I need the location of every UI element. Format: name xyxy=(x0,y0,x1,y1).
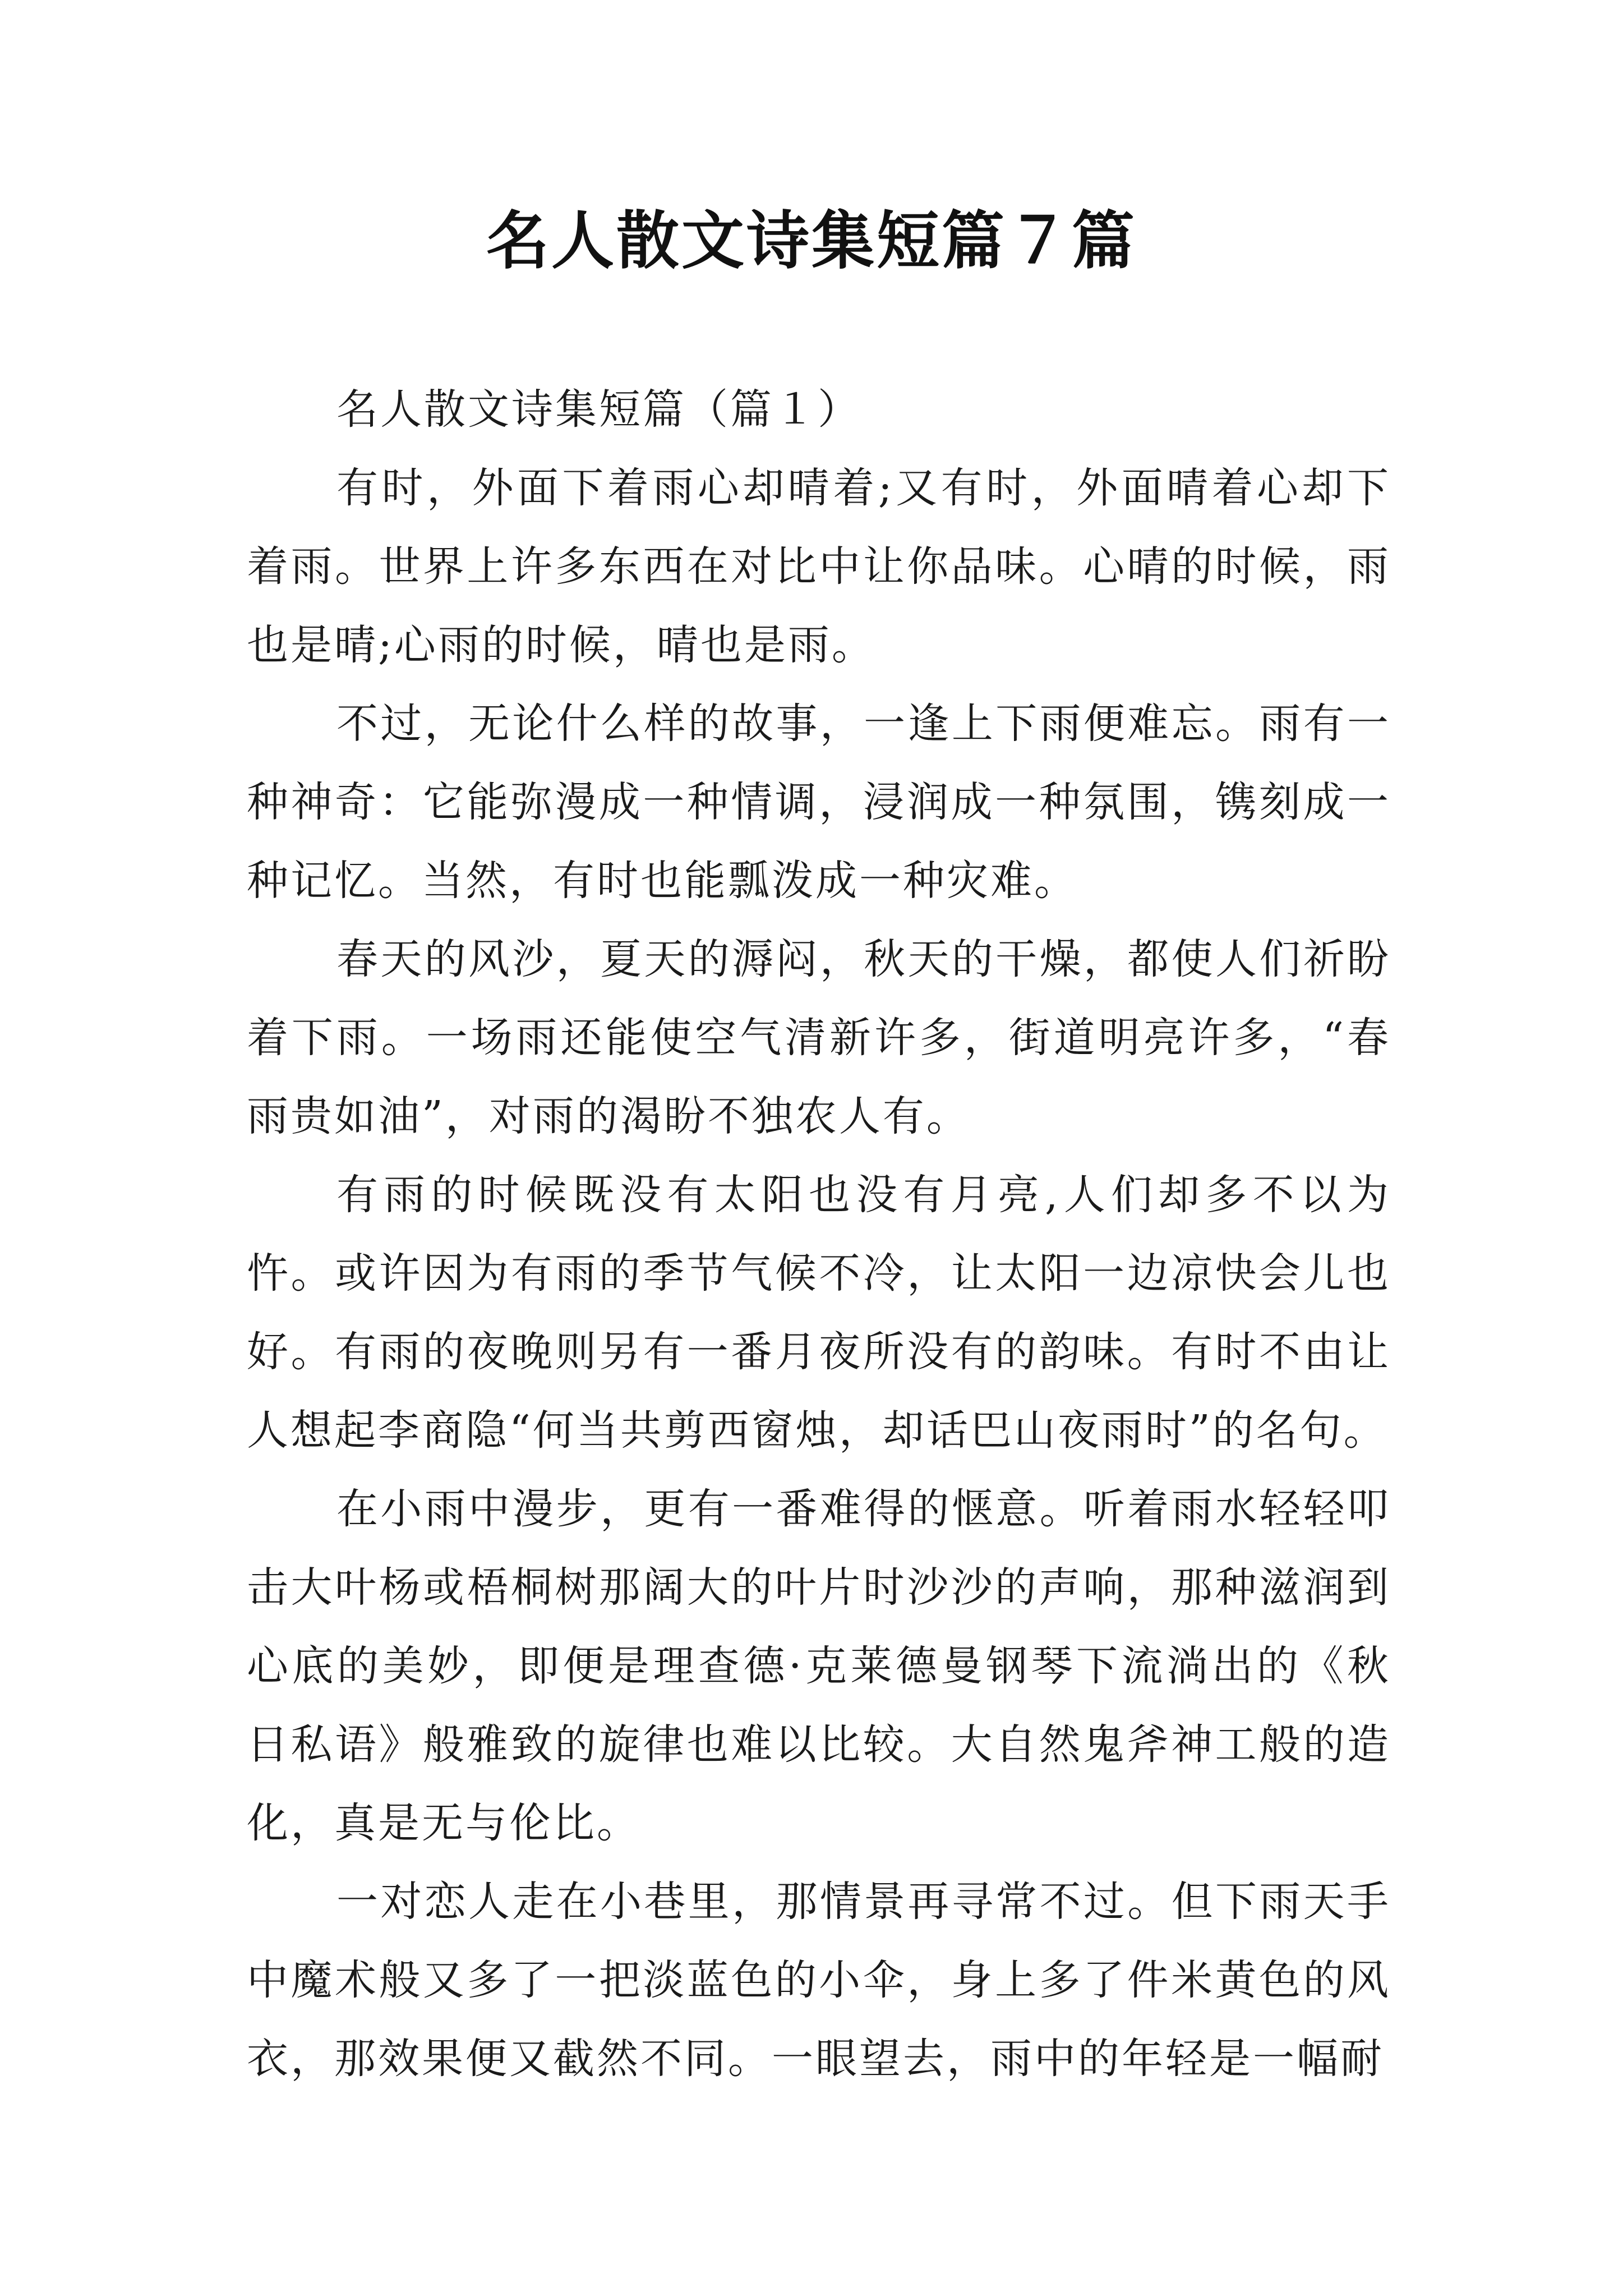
document-body xyxy=(247,370,1391,2098)
document-title: 名人散文诗集短篇７篇 xyxy=(486,204,1137,278)
paragraph: 有时，外面下着雨心却晴着;又有时，外面晴着心却下着雨。世界上许多东西在对比中让你品味。心晴的时候，雨也是晴;心雨的时候，晴也是雨。 xyxy=(247,464,1391,669)
paragraph: 有雨的时候既没有太阳也没有月亮,人们却多不以为忤。或许因为有雨的季节气候不冷，让太阳一边凉快会儿也好。有雨的夜晚则另有一番月夜所没有的韵味。有时不由让人想起李商隐“何当共剪西窗烛，却话巴山夜雨时”的名句。 xyxy=(247,1171,1391,1455)
paragraph: 春天的风沙，夏天的溽闷，秋天的干燥，都使人们祈盼着下雨。一场雨还能使空气清新许多，街道明亮许多，“春雨贵如油”，对雨的渴盼不独农人有。 xyxy=(247,935,1391,1140)
section-heading: 名人散文诗集短篇（篇１） xyxy=(336,385,861,434)
paragraph: 在小雨中漫步，更有一番难得的惬意。听着雨水轻轻叩击大叶杨或梧桐树那阔大的叶片时沙沙的声响，那种滋润到心底的美妙，即便是理查德·克莱德曼钢琴下流淌出的《秋日私语》般雅致的旋律也难以比较。大自然鬼斧神工般的造化，真是无与伦比。 xyxy=(247,1485,1391,1847)
paragraph: 不过，无论什么样的故事，一逢上下雨便难忘。雨有一种神奇：它能弥漫成一种情调，浸润成一种氛围，镌刻成一种记忆。当然，有时也能瓢泼成一种灾难。 xyxy=(247,700,1391,905)
paragraph: 一对恋人走在小巷里，那情景再寻常不过。但下雨天手中魔术般又多了一把淡蓝色的小伞，身上多了件米黄色的风衣，那效果便又截然不同。一眼望去，雨中的年轻是一幅耐 xyxy=(247,1878,1391,2083)
